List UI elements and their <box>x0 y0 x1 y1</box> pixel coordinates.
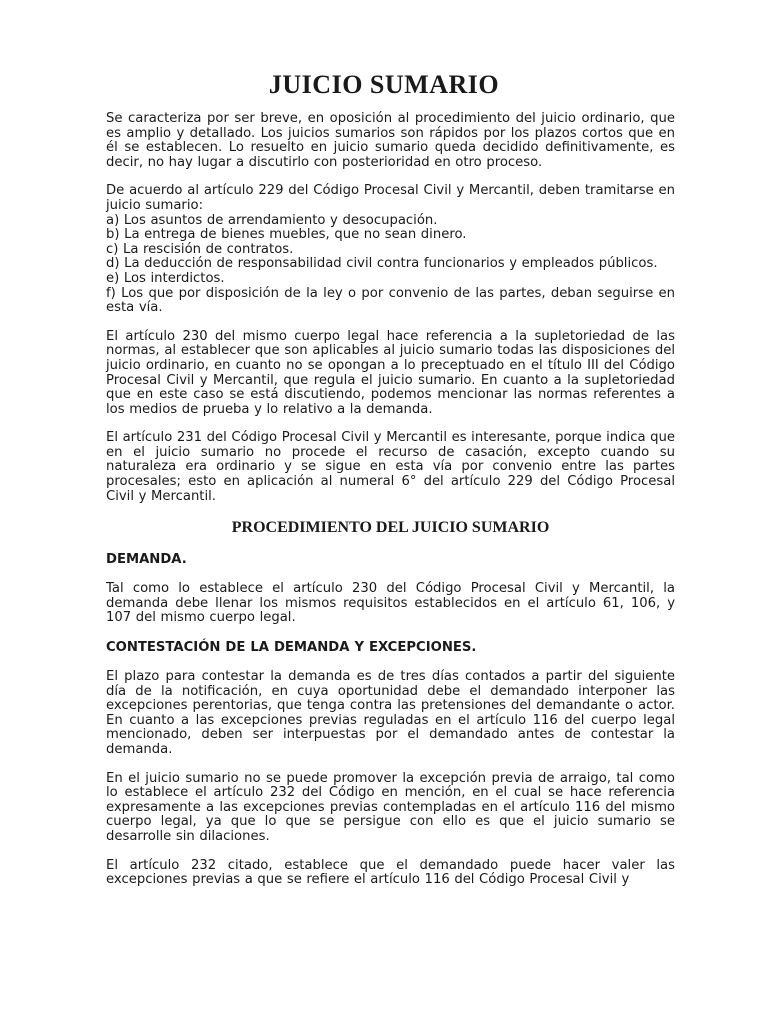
article-232-paragraph: El artículo 232 citado, establece que el demandado puede hacer valer las excepciones previas a que se refiere el artículo 116 del Código Procesal Civil y <box>106 857 675 888</box>
list-item: c) La rescisión de contratos. <box>106 241 294 257</box>
intro-paragraph: Se caracteriza por ser breve, en oposición al procedimiento del juicio ordinario, que es amplio y detallado. Los juicios sumarios son rápidos por los plazos cortos que en él se establecen. Lo resuelto en juicio sumario queda decidido definitivamente, es decir, no hay lugar a discutirlo con posterioridad en otro proceso. <box>106 111 675 170</box>
section-title: PROCEDIMIENTO DEL JUICIO SUMARIO <box>231 519 550 537</box>
article-230-paragraph: El artículo 230 del mismo cuerpo legal hace referencia a la supletoriedad de las normas, al establecer que son aplicables al juicio sumario todas las disposiciones del juicio ordinario, en cuanto no se opongan a lo preceptuado en el título III del Código Procesal Civil y Mercantil, que regula el juicio sumario. En cuanto a la supletoriedad que en este caso se está discutiendo, podemos mencionar las normas referentes a los medios de prueba y lo relativo a la demanda. <box>106 328 675 417</box>
list-item: e) Los interdictos. <box>106 270 225 286</box>
arraigo-paragraph: En el juicio sumario no se puede promover la excepción previa de arraigo, tal como lo establece el artículo 232 del Código en mención, en el cual se hace referencia expresamente a las excepciones previas contempladas en el artículo 116 del mismo cuerpo legal, ya que lo que se persigue con ello es que el juicio sumario se desarrolle sin dilaciones. <box>106 770 675 844</box>
list-item: a) Los asuntos de arrendamiento y desocupación. <box>106 212 438 228</box>
list-item: d) La deducción de responsabilidad civil contra funcionarios y empleados públicos. <box>106 256 658 272</box>
contestacion-paragraph: El plazo para contestar la demanda es de tres días contados a partir del siguiente día de la notificación, en cuya oportunidad debe el demandado interponer las excepciones perentorias, que tenga contra las pretensiones del demandante o actor. En cuanto a las excepciones previas reguladas en el artículo 116 del cuerpo legal mencionado, deben ser interpuestas por el demandado antes de contestar la demanda. <box>106 669 675 757</box>
article-231-paragraph: El artículo 231 del Código Procesal Civil y Mercantil es interesante, porque indica que en el juicio sumario no procede el recurso de casación, excepto cuando su naturaleza era ordinario y se sigue en esta vía por convenio entre las partes procesales; esto en aplicación al numeral 6° del artículo 229 del Código Procesal Civil y Mercantil. <box>106 430 675 504</box>
list-item: f) Los que por disposición de la ley o por convenio de las partes, deban seguirse en esta vía. <box>106 285 675 316</box>
article-229-list <box>106 214 675 316</box>
list-item: b) La entrega de bienes muebles, que no sean dinero. <box>106 227 467 243</box>
contestacion-heading: CONTESTACIÓN DE LA DEMANDA Y EXCEPCIONES. <box>106 640 477 656</box>
document-title: JUICIO SUMARIO <box>268 70 500 99</box>
article-229-lead: De acuerdo al artículo 229 del Código Procesal Civil y Mercantil, deben tramitarse en juicio sumario: <box>106 183 675 213</box>
document-body <box>106 112 675 888</box>
demanda-heading: DEMANDA. <box>106 552 187 568</box>
demanda-paragraph: Tal como lo establece el artículo 230 del Código Procesal Civil y Mercantil, la demanda debe llenar los mismos requisitos establecidos en el artículo 61, 106, y 107 del mismo cuerpo legal. <box>106 581 675 626</box>
